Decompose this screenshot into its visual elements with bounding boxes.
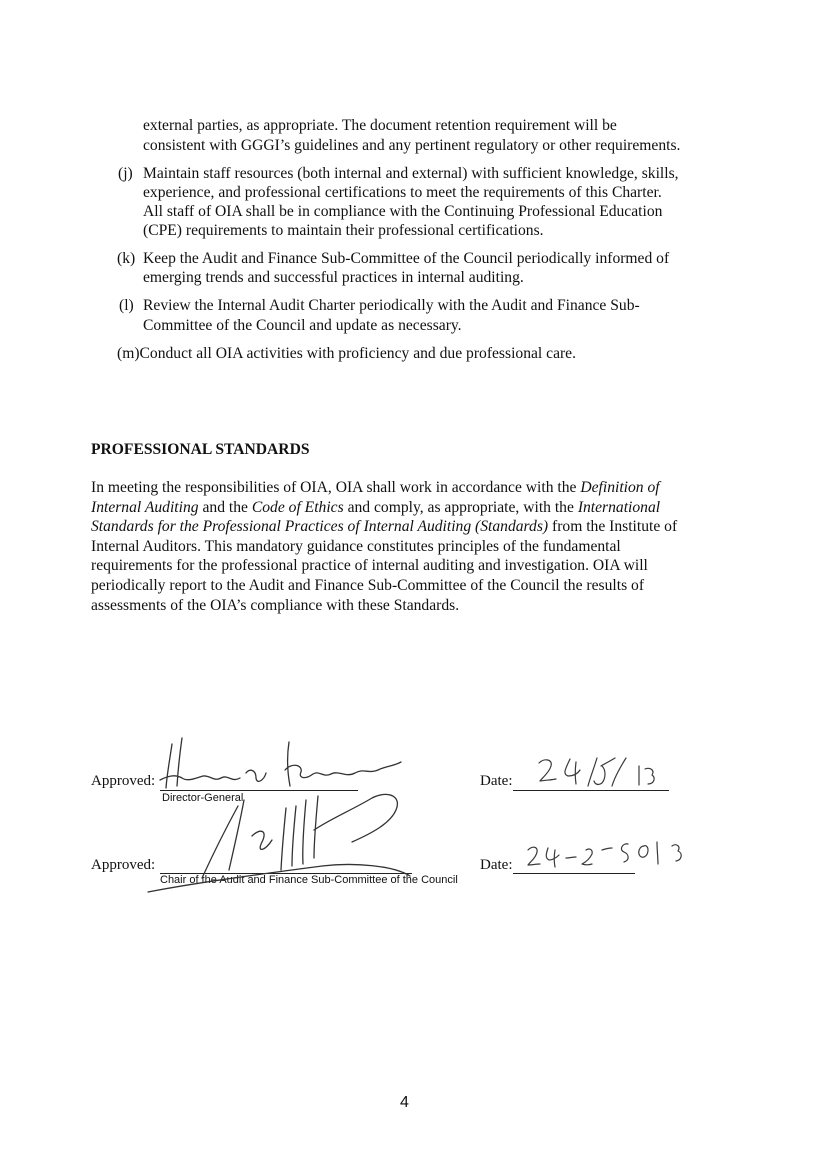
- standards-line-4: Internal Auditors. This mandatory guidance constitutes principles of the fundamental: [91, 537, 621, 555]
- item-l-marker: (l): [119, 297, 134, 314]
- standards-line-7: assessments of the OIA’s compliance with these Standards.: [91, 596, 460, 614]
- item-m-line: (m)Conduct all OIA activities with proficiency and due professional care.: [117, 345, 577, 362]
- item-k-marker: (k): [117, 250, 136, 267]
- item-j-line-3: All staff of OIA shall be in compliance with the Continuing Professional Education: [143, 203, 663, 220]
- item-j-marker: (j): [118, 165, 133, 182]
- item-j-line-4: (CPE) requirements to maintain their professional certifications.: [143, 222, 544, 239]
- text-run: and the: [198, 498, 252, 516]
- signer-title-1: Director-General: [162, 792, 244, 804]
- italic-run: International: [577, 498, 661, 516]
- standards-line-5: requirements for the professional practice of internal auditing and investigation. OIA will: [91, 557, 648, 575]
- italic-run: Standards for the Professional Practices of Internal Auditing (Standards): [91, 518, 549, 536]
- approved-label-1: Approved:: [91, 773, 156, 789]
- italic-run: Definition of: [580, 479, 660, 496]
- italic-run: Internal Auditing: [91, 498, 199, 516]
- item-j-line-2: experience, and professional certifications to meet the requirements of this Charter.: [143, 184, 662, 201]
- signature-1: [160, 738, 401, 788]
- italic-run: Code of Ethics: [251, 498, 344, 516]
- date-label-1: Date:: [480, 773, 513, 789]
- text-run: from the Institute of: [548, 518, 678, 536]
- date-label-2: Date:: [480, 857, 513, 873]
- text-run: In meeting the responsibilities of OIA, OIA shall work in accordance with the: [91, 479, 581, 496]
- standards-line-6: periodically report to the Audit and Finance Sub-Committee of the Council the results of: [91, 576, 645, 594]
- list-cont-line-1: external parties, as appropriate. The document retention requirement will be: [143, 117, 617, 134]
- list-cont-line-2: consistent with GGGI’s guidelines and any pertinent regulatory or other requirements.: [143, 137, 681, 154]
- text-run: and comply, as appropriate, with the: [343, 498, 578, 516]
- signer-title-2: Chair of the Audit and Finance Sub-Committee of the Council: [160, 874, 458, 886]
- signature-2: [148, 794, 410, 892]
- item-l-line-1: Review the Internal Audit Charter periodically with the Audit and Finance Sub-: [143, 297, 640, 314]
- item-l-line-2: Committee of the Council and update as necessary.: [143, 317, 462, 334]
- handwritten-date-2: [528, 842, 681, 867]
- handwritten-date-1: [539, 758, 654, 786]
- section-heading: PROFESSIONAL STANDARDS: [91, 441, 310, 458]
- item-k-line-2: emerging trends and successful practices in internal auditing.: [143, 269, 524, 286]
- item-k-line-1: Keep the Audit and Finance Sub-Committee of the Council periodically informed of: [143, 250, 670, 267]
- item-j-line-1: Maintain staff resources (both internal and external) with sufficient knowledge, skills,: [143, 165, 679, 182]
- approved-label-2: Approved:: [91, 857, 156, 873]
- page-number: 4: [400, 1094, 409, 1111]
